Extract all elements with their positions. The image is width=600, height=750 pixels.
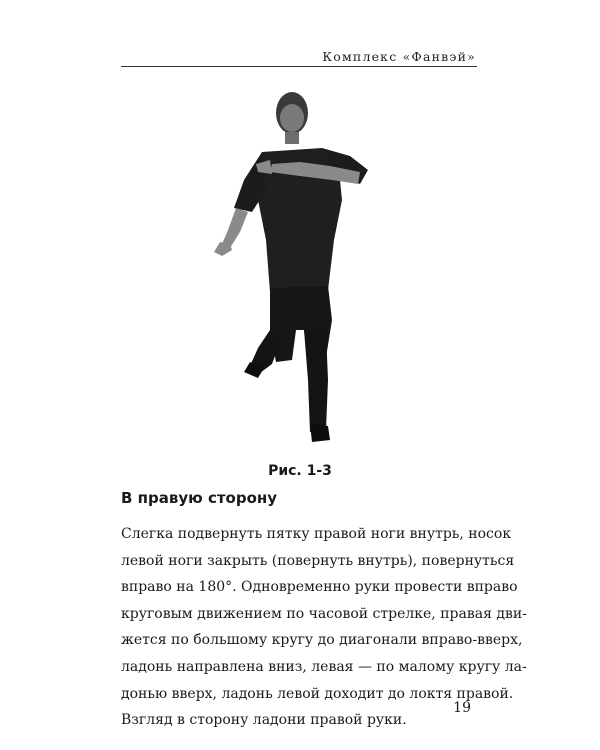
page-number: 19	[453, 700, 471, 716]
person-tai-chi-stance-icon	[200, 80, 390, 450]
text-line: левой ноги закрыть (повернуть внутрь), повернуться	[121, 552, 515, 569]
body-paragraph	[121, 521, 527, 734]
section-heading: В правую сторону	[121, 489, 278, 507]
text-line: жется по большому кругу до диагонали вправо-вверх,	[121, 632, 523, 649]
text-line: донью вверх, ладонь левой доходит до локтя правой.	[121, 685, 514, 702]
header-rule	[121, 66, 477, 67]
text-line: вправо на 180°. Одновременно руки провести вправо	[121, 579, 518, 596]
text-line: Взгляд в сторону ладони правой руки.	[121, 712, 407, 729]
text-line: круговым движением по часовой стрелке, правая дви-	[121, 605, 527, 622]
figure-caption: Рис. 1-3	[268, 463, 332, 479]
text-line: ладонь направлена вниз, левая — по малому кругу ла-	[121, 658, 527, 675]
text-line: Слегка подвернуть пятку правой ноги внутрь, носок	[121, 526, 512, 542]
running-head: Комплекс «Фанвэй»	[322, 49, 476, 64]
figure-photo	[200, 80, 390, 450]
